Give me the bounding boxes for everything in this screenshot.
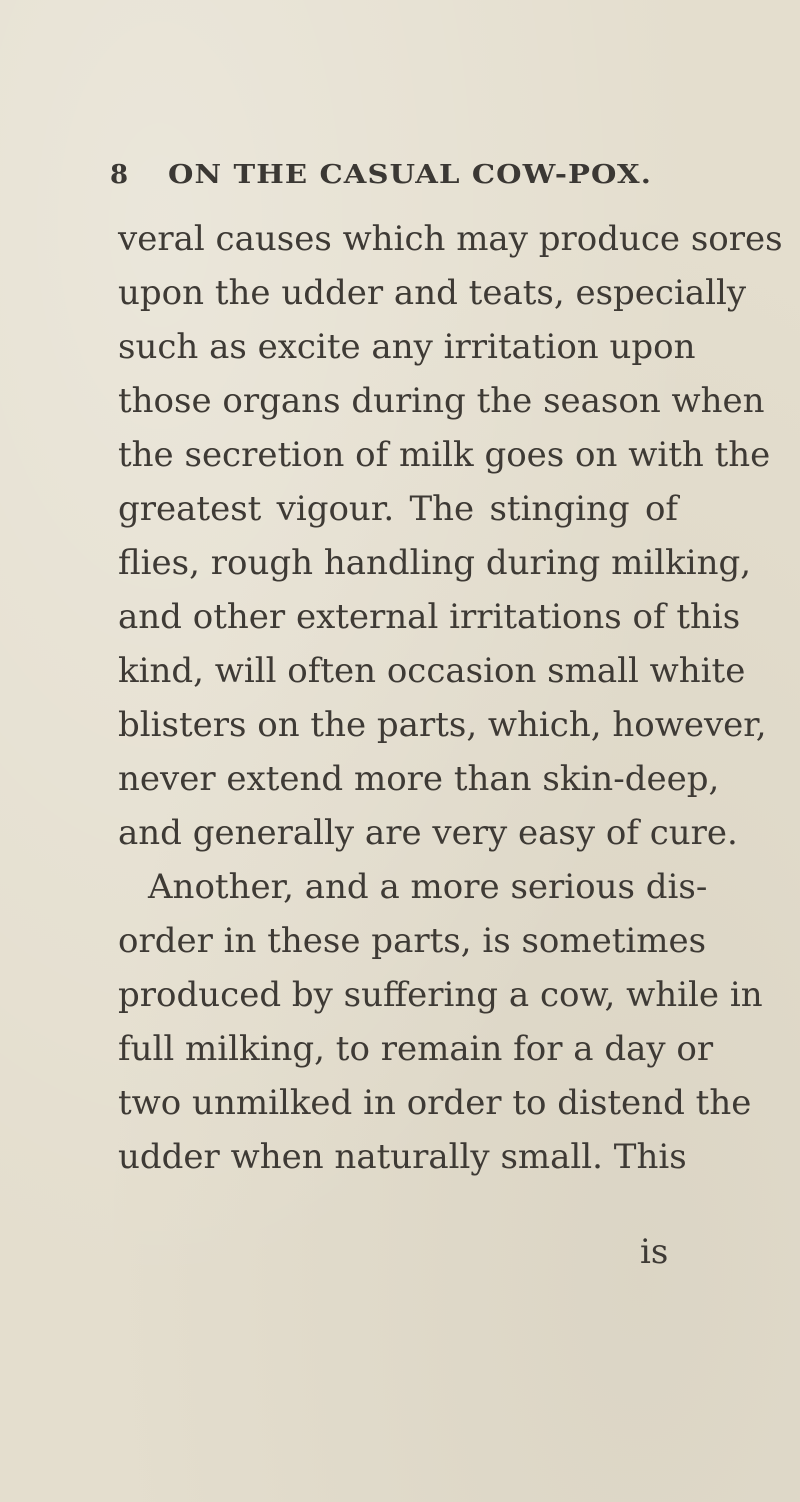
text-line: produced by suffering a cow, while in bbox=[118, 975, 763, 1015]
text-line: Another, and a more serious dis- bbox=[148, 867, 708, 907]
text-line: udder when naturally small. This bbox=[118, 1137, 687, 1177]
catchword: is bbox=[640, 1232, 669, 1272]
text-line: upon the udder and teats, especially bbox=[118, 273, 747, 313]
body-text bbox=[118, 212, 783, 1184]
text-line: never extend more than skin-deep, bbox=[118, 759, 720, 799]
page-number: 8 bbox=[110, 160, 130, 190]
text-line: and generally are very easy of cure. bbox=[118, 813, 738, 853]
text-line: flies, rough handling during milking, bbox=[118, 543, 752, 583]
running-head: ON THE CASUAL COW-POX. bbox=[168, 160, 653, 190]
text-line: the secretion of milk goes on with the bbox=[118, 435, 771, 475]
text-line: such as excite any irritation upon bbox=[118, 327, 696, 367]
text-line: veral causes which may produce sores bbox=[118, 219, 783, 259]
text-line: order in these parts, is sometimes bbox=[118, 921, 707, 961]
page-header bbox=[110, 160, 710, 200]
text-line: blisters on the parts, which, however, bbox=[118, 705, 767, 745]
text-line: those organs during the season when bbox=[118, 381, 765, 421]
text-line: greatest vigour. The stinging of bbox=[118, 489, 678, 529]
text-line: kind, will often occasion small white bbox=[118, 651, 746, 691]
text-line: two unmilked in order to distend the bbox=[118, 1083, 752, 1123]
text-line: and other external irritations of this bbox=[118, 597, 741, 637]
text-line: full milking, to remain for a day or bbox=[118, 1029, 714, 1069]
